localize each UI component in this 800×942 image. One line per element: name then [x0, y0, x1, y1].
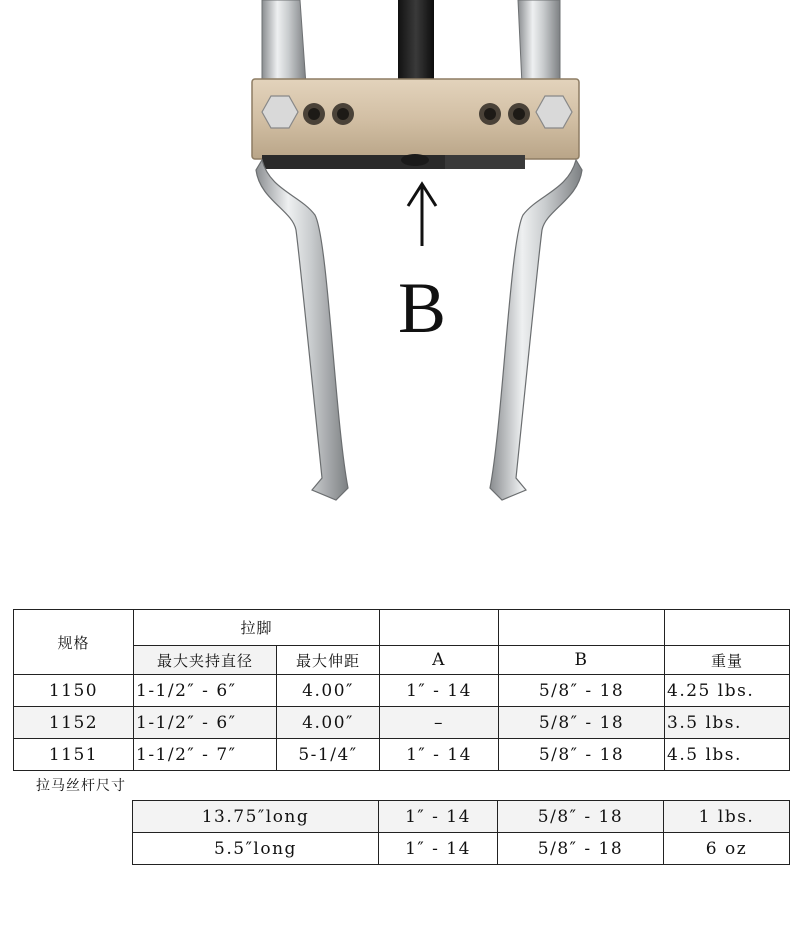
screw-table	[132, 800, 790, 865]
table-row	[14, 707, 790, 739]
table-row	[133, 833, 790, 865]
cell-a: –	[380, 707, 499, 739]
cell-a: 1″ - 14	[380, 739, 499, 771]
cross-block	[252, 79, 579, 169]
cell-weight: 6 oz	[664, 833, 790, 865]
upper-left-arm	[262, 0, 306, 85]
cell-weight: 4.25 lbs.	[665, 675, 790, 707]
cell-model: 1151	[14, 739, 134, 771]
cell-clamp: 1-1/2″ - 6″	[134, 707, 277, 739]
header-blank	[380, 610, 499, 646]
header-blank	[665, 610, 790, 646]
cell-weight: 3.5 lbs.	[665, 707, 790, 739]
cell-a: 1″ - 14	[380, 675, 499, 707]
cell-reach: 5-1/4″	[277, 739, 380, 771]
cell-a: 1″ - 14	[379, 833, 498, 865]
header-model: 规格	[14, 610, 134, 675]
cell-b: 5/8″ - 18	[498, 833, 664, 865]
cell-reach: 4.00″	[277, 707, 380, 739]
table-row	[133, 801, 790, 833]
header-max-clamp-diameter: 最大夹持直径	[134, 646, 277, 675]
cell-weight: 4.5 lbs.	[665, 739, 790, 771]
table-row	[14, 739, 790, 771]
left-jaw	[256, 160, 348, 500]
cell-length: 13.75″long	[133, 801, 379, 833]
threaded-rod	[398, 0, 434, 80]
cell-b: 5/8″ - 18	[498, 801, 664, 833]
table-row	[14, 675, 790, 707]
header-jaw-group: 拉脚	[134, 610, 380, 646]
cell-weight: 1 lbs.	[664, 801, 790, 833]
cell-b: 5/8″ - 18	[499, 675, 665, 707]
screw-table-caption: 拉马丝杆尺寸	[36, 778, 126, 794]
cell-a: 1″ - 14	[379, 801, 498, 833]
right-jaw	[490, 160, 582, 500]
cell-clamp: 1-1/2″ - 6″	[134, 675, 277, 707]
header-col-a: A	[380, 646, 499, 675]
label-b: B	[397, 268, 447, 348]
header-weight: 重量	[665, 646, 790, 675]
header-col-b: B	[499, 646, 665, 675]
arrow-up-icon	[408, 184, 436, 246]
cell-b: 5/8″ - 18	[499, 707, 665, 739]
header-max-reach: 最大伸距	[277, 646, 380, 675]
cell-b: 5/8″ - 18	[499, 739, 665, 771]
cell-model: 1150	[14, 675, 134, 707]
upper-right-arm	[518, 0, 560, 85]
cell-model: 1152	[14, 707, 134, 739]
cell-reach: 4.00″	[277, 675, 380, 707]
header-blank	[499, 610, 665, 646]
cell-clamp: 1-1/2″ - 7″	[134, 739, 277, 771]
spec-table	[13, 609, 790, 771]
cell-length: 5.5″long	[133, 833, 379, 865]
